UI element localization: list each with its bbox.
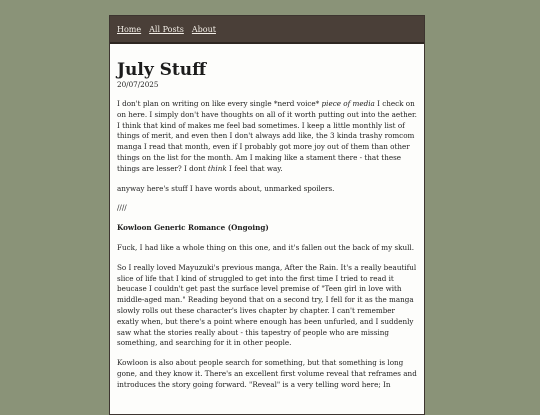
section-title: Kowloon Generic Romance (Ongoing)	[117, 223, 269, 233]
post-intro-paragraph	[117, 99, 417, 175]
intro-text-a: I don't plan on writing on like every single *nerd voice*	[117, 99, 322, 108]
intro-emphasis-think: think	[207, 163, 227, 173]
nav-link-home[interactable]: Home	[117, 24, 142, 34]
post-paragraph-5: Kowloon is also about people search for something, but that something is long gone, and they know it. There's an excellent first volume reveal that reframes and introduces the story going forward. "Reveal" is a very telling word here; In	[117, 358, 417, 389]
nav-link-all-posts[interactable]: All Posts	[149, 24, 184, 34]
post-paragraph-4: So I really loved Mayuzuki's previous manga, After the Rain. It's a really beautiful slice of life that I kind of struggled to get into the first time I tried to read it beucase I couldn't get past the surface level premise of "Teen girl in love with middle-aged man." Reading beyond that on a second try, I fell for it as the manga slowly rolls out these character's lives chapter by chapter. I can't remember exatly when, but there's a point where enough has been unfurled, and I suddenly saw what the stories really about - this tapestry of people who are missing something, and searching for it in other people.	[117, 262, 417, 348]
intro-text-e: I feel that way.	[226, 163, 283, 173]
post-title: July Stuff	[117, 60, 207, 80]
post-divider: ////	[117, 203, 127, 213]
post-date: 20/07/2025	[117, 80, 159, 89]
post-paragraph-3: Fuck, I had like a whole thing on this one, and it's fallen out the back of my skull.	[117, 242, 415, 252]
post-content	[110, 44, 424, 391]
top-nav	[110, 16, 424, 44]
intro-emphasis-piece-of-media: piece of media	[321, 99, 375, 108]
nav-link-about[interactable]: About	[191, 24, 216, 34]
post-paragraph-spoilers: anyway here's stuff I have words about, unmarked spoilers.	[117, 183, 335, 193]
intro-text-c: I check on on here. I simply don't have thoughts on all of it worth putting out into the aether. I think that kind of makes me feel bad sometimes. I keep a little monthly list of things of merit, and even then I don't always add like, the 3 kinda trashy romcom manga I read that month, even if I probably got more joy out of them than other things on the list for the month. Am I making like a stament there - that these things are lesser? I dont	[117, 99, 417, 173]
post-page	[109, 15, 425, 415]
